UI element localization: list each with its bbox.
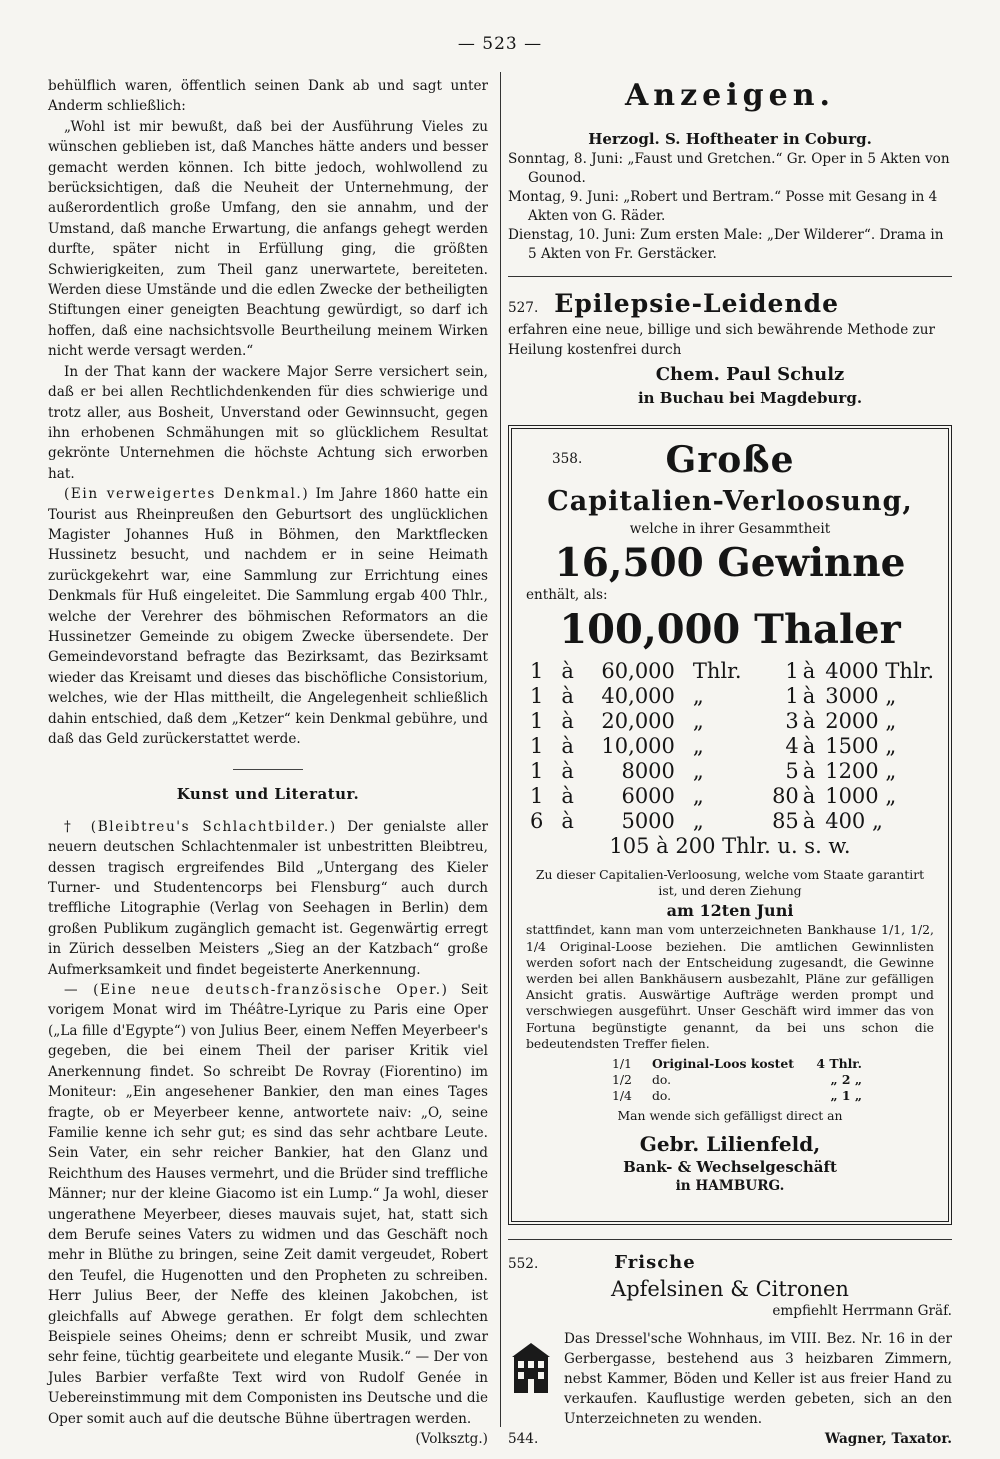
lottery-big: Große: [665, 439, 795, 481]
loos-fraction: 1/4: [612, 1088, 632, 1104]
lottery-sub: welche in ihrer Gesammtheit: [629, 521, 831, 537]
prize-count: 1: [530, 734, 544, 758]
epilepsy-body: erfahren eine neue, billige und sich bewährende Methode zur Heilung kostenfrei durch: [508, 322, 935, 358]
loose-list: [526, 1056, 934, 1104]
prize-unit: „: [885, 734, 897, 758]
ad-number: 358.: [552, 451, 583, 467]
prize-last-line: 105 à 200 Thlr. u. s. w.: [609, 834, 851, 858]
prize-table: [526, 659, 934, 834]
divider: [508, 1239, 952, 1240]
prize-count: 1: [530, 659, 544, 683]
house-text: Das Dressel'sche Wohnhaus, im VIII. Bez. Nr. 16 in der Gerbergasse, bestehend aus 3 heizbaren Zimmern, nebst Kammer, Böden und Keller ist aus freier Hand zu verkaufen. Kauflustige werden gebeten, sich an den Unterzeichneten zu wenden.: [564, 1331, 952, 1427]
table-row: [526, 659, 934, 684]
loos-price: „ 1 „: [830, 1088, 862, 1104]
fruit-ad: [508, 1252, 952, 1273]
lottery-contact: Man wende sich gefälligst direct an: [617, 1108, 843, 1124]
prize-unit: „: [885, 759, 897, 783]
paragraph-denkmal: [48, 484, 488, 749]
prize-sep: à: [561, 759, 574, 783]
loos-label: do.: [652, 1072, 672, 1088]
prize-amount: 60,000: [601, 659, 675, 683]
prize-amount: 1200: [825, 759, 879, 783]
paragraph-intro: behülflich waren, öffentlich seinen Dank ab und sagt unter Anderm schließlich:: [48, 78, 488, 115]
firm-name: Gebr. Lilienfeld,: [639, 1132, 821, 1157]
paragraph-oper-title: — (Eine neue deutsch-französische Oper.): [64, 982, 449, 999]
prize-amount-unit: [819, 734, 934, 759]
prize-amount-unit: [819, 784, 934, 809]
table-row: [526, 784, 934, 809]
prize-count: 1: [530, 709, 544, 733]
prize-sep: à: [802, 659, 816, 683]
house-footer: [508, 1431, 952, 1447]
prize-sep: à: [561, 734, 574, 758]
prize-amount-unit: [819, 809, 934, 834]
paragraph-bleibtreu-title: † (Bleibtreu's Schlachtbilder.): [64, 818, 337, 835]
theater-heading: Herzogl. S. Hoftheater in Coburg.: [588, 130, 872, 148]
loos-price: „ 2 „: [830, 1072, 862, 1088]
prize-sep: à: [802, 709, 816, 733]
lottery-gewinne: 16,500 Gewinne: [554, 540, 906, 586]
paragraph-denkmal-title: (Ein verweigertes Denkmal.): [64, 486, 310, 503]
loos-fraction: 1/2: [612, 1072, 632, 1088]
paragraph-quote: „Wohl ist mir bewußt, daß bei der Ausführung Vieles zu wünschen geblieben ist, daß Manches hätte anders und besser gemacht werden können. Ich bitte jedoch, wohlwollend zu berücksichtigen, daß die Neuheit der Unternehmung, der außerordentlich große Umfang, den sie annahm, und der Umstand, daß manche Erwartung, die anfangs gehegt werden durfte, später nicht in Erfüllung ging, die größten Schwierigkeiten, zum Theil ganz unerwartete, bereiteten. Werden diese Umstände und die edlen Zwecke der betheiligten Stiftungen einer geneigten Beachtung gewürdigt, so darf ich hoffen, daß eine nachsichtsvolle Beurtheilung meinem Wirken nicht werde versagt werden.“: [48, 118, 488, 360]
house-icon: [508, 1339, 554, 1395]
ads-title: Anzeigen.: [625, 78, 835, 113]
prize-unit: „: [692, 784, 704, 808]
lottery-enthaelt: enthält, als:: [526, 587, 608, 603]
separator: [233, 769, 303, 770]
prize-amount: 8000: [621, 759, 675, 783]
theater-program: [508, 150, 952, 264]
theater-line: Montag, 9. Juni: „Robert und Bertram.“ Posse mit Gesang in 4 Akten von G. Räder.: [508, 189, 938, 224]
house-signature: Wagner, Taxator.: [824, 1431, 952, 1447]
paragraph-serre: In der That kann der wackere Major Serre versichert sein, daß er bei allen Rechtlichdenkenden für dies schwierige und trotz aller, aus Bosheit, Unverstand oder Gewinnsucht, gegen ihn erhobenen Schmähungen mit so glücklichem Resultat gekrönte Unternehmen die höchste Achtung sich erworben hat.: [48, 363, 488, 482]
prize-amount: 1000: [825, 784, 879, 808]
prize-unit: „: [885, 784, 897, 808]
lottery-title: Capitalien-Verloosung,: [547, 486, 913, 517]
loos-label: Original-Loos kostet: [652, 1056, 794, 1072]
epilepsy-title: Epilepsie-Leidende: [554, 289, 839, 318]
list-item: [526, 1088, 934, 1104]
prize-count: 6: [530, 809, 544, 833]
prize-amount: 5000: [621, 809, 675, 833]
loos-price: 4 Thlr.: [816, 1056, 862, 1072]
lottery-header: [526, 439, 934, 481]
prize-unit: „: [692, 759, 704, 783]
prize-count: 1: [785, 659, 799, 683]
epilepsy-ad: [508, 289, 952, 318]
table-row: [526, 809, 934, 834]
prize-unit: „: [692, 684, 704, 708]
lottery-guarantee: Zu dieser Capitalien-Verloosung, welche vom Staate garantirt ist, und deren Ziehung: [535, 867, 925, 899]
prize-sep: à: [802, 734, 816, 758]
prize-unit: „: [885, 684, 897, 708]
paragraph-bleibtreu: [48, 817, 488, 980]
prize-amount-unit: [819, 684, 934, 709]
paragraph-oper: [48, 980, 488, 1447]
prize-amount: 10,000: [601, 734, 675, 758]
theater-line: Dienstag, 10. Juni: Zum ersten Male: „Der Wilderer“. Drama in 5 Akten von Fr. Gerstäcker.: [508, 227, 944, 262]
prize-unit: „: [885, 709, 897, 733]
table-row: [526, 684, 934, 709]
lottery-ad: [508, 425, 952, 1225]
prize-count: 1: [530, 759, 544, 783]
paragraph-oper-body: Seit vorigem Monat wird im Théâtre-Lyrique zu Paris eine Oper („La fille d'Egypte“) von Julius Beer, einem Neffen Meyerbeer's gegeben, die bei einem Theil der pariser Kritik viel Anerkennung findet. So schreibt De Rovray (Fiorentino) im Moniteur: „Ein angesehener Bankier, den man eines Tages fragte, ob er Meyerbeer kenne, antwortete naiv: „O, seine Familie kenne ich sehr gut; es sind das sehr achtbare Leute. Sein Vater, ein sehr reicher Bankier, hat den Glanz und Reichthum des Hauses vermehrt, und die Brüder sind treffliche Männer; nur der kleine Giacomo ist ein Lump.“ Ja wohl, dieser ungerathene Meyerbeer, dieses mauvais sujet, hat, statt sich dem Berufe seines Vaters zu widmen und das Geschäft noch mehr in Blüthe zu bringen, seine Zeit damit vergeudet, Robert den Teufel, die Hugenotten und den Propheten zu schreiben. Herr Julius Beer, der Neffe des kleinen Jakobchen, ist gleichfalls auf Abwege gerathen. Er folgt dem schlechten Beispiele seines Oheims; denn er schreibt Musik, und zwar sehr feine, tüchtig gearbeitete und elegante Musik.“ — Der von Jules Barbier verfaßte Text wird von Rudolf Genée in Uebereinstimmung mit dem Componisten ins Deutsche und die Oper somit auch auf die deutsche Bühne übertragen werden.: [48, 982, 488, 1427]
prize-unit: „: [692, 734, 704, 758]
house-ad: [508, 1329, 952, 1429]
prize-unit: „: [692, 709, 704, 733]
prize-count: 1: [785, 684, 799, 708]
paragraph-bleibtreu-body: Der genialste aller neuern deutschen Schlachtenmaler ist unbestritten Bleibtreu, dessen tragisch ergreifendes Bild „Untergang des Kieler Turner- und Studentencorps bei Flensburg“ auch durch treffliche Litographie (Verlag von Seehagen in Berlin) dem großen Publikum zugänglich gemacht ist. Gegenwärtig erregt in Zürich desselben Meisters „Sieg an der Katzbach“ große Aufmerksamkeit und findet begeisterte Anerkennung.: [48, 818, 488, 978]
prize-count: 1: [530, 784, 544, 808]
firm-city: in HAMBURG.: [675, 1178, 785, 1195]
prize-count: 5: [785, 759, 799, 783]
prize-amount: 3000: [825, 684, 879, 708]
prize-amount: 1500: [825, 734, 879, 758]
fruit-items: Apfelsinen & Citronen: [611, 1277, 849, 1301]
section-title: Kunst und Literatur.: [176, 785, 360, 804]
prize-amount-unit: [819, 659, 934, 684]
prize-amount-unit: [819, 759, 934, 784]
prize-amount: 40,000: [601, 684, 675, 708]
theater-line: Sonntag, 8. Juni: „Faust und Gretchen.“ Gr. Oper in 5 Akten von Gounod.: [508, 151, 950, 186]
table-row: [526, 709, 934, 734]
prize-sep: à: [802, 684, 816, 708]
prize-sep: à: [802, 759, 816, 783]
right-column: [508, 76, 952, 1447]
prize-count: 3: [785, 709, 799, 733]
ad-number: 527.: [508, 300, 539, 316]
prize-amount-unit: [819, 709, 934, 734]
list-item: [526, 1072, 934, 1088]
paragraph-denkmal-body: Im Jahre 1860 hatte ein Tourist aus Rheinpreußen den Geburtsort des unglücklichen Magister Johannes Huß in Böhmen, den Marktflecken Hussinetz besucht, und nachdem er in seine Heimath zurückgekehrt war, eine Sammlung zur Errichtung eines Denkmals für Huß eingeleitet. Die Sammlung ergab 400 Thlr., welche der Verehrer des böhmischen Reformators an die Hussinetzer Gemeinde zu obigem Zwecke übersendete. Der Gemeindevorstand befragte das Bezirksamt, das Bezirksamt wieder das Kreisamt und dieses das bischöfliche Consistorium, welches, wie der Hlas mittheilt, die Angelegenheit schließlich dahin entschied, daß dem „Ketzer“ kein Denkmal gebühre, und daß das Geld zurückerstattet werde.: [48, 486, 488, 747]
prize-amount: 6000: [621, 784, 675, 808]
lottery-thaler: 100,000 Thaler: [559, 606, 901, 653]
prize-count: 4: [785, 734, 799, 758]
epilepsy-name: Chem. Paul Schulz: [655, 364, 845, 385]
divider: [508, 276, 952, 277]
lottery-date: am 12ten Juni: [666, 901, 794, 921]
paragraph-oper-source: (Volksztg.): [415, 1431, 488, 1447]
fruit-head: Frische: [614, 1252, 696, 1273]
prize-unit: Thlr.: [692, 659, 742, 683]
prize-count: 85: [772, 809, 799, 833]
prize-sep: à: [561, 784, 574, 808]
page-number: — 523 —: [457, 34, 543, 54]
firm-type: Bank- & Wechselgeschäft: [623, 1158, 837, 1177]
prize-unit: „: [692, 809, 704, 833]
ad-number: 544.: [508, 1431, 539, 1447]
table-row: [526, 759, 934, 784]
lottery-body: stattfindet, kann man vom unterzeichneten Bankhause 1/1, 1/2, 1/4 Original-Loose beziehen. Die amtlichen Gewinnlisten werden sofort nach der Entscheidung zugesandt, die Gewinne werden bei allen Bankhäusern ausbezahlt, Pläne zur gefälligen Ansicht gratis. Auswärtige Aufträge werden prompt und verschwiegen ausgeführt. Unser Geschäft wird immer das von Fortuna begünstigte genannt, da bei uns schon die bedeutendsten Treffer fielen.: [526, 922, 934, 1051]
left-column: [48, 76, 488, 1449]
fruit-seller: empfiehlt Herrmann Gräf.: [772, 1303, 952, 1319]
loos-fraction: 1/1: [612, 1056, 632, 1072]
prize-sep: à: [561, 709, 574, 733]
prize-sep: à: [561, 809, 574, 833]
prize-amount: 400: [825, 809, 866, 833]
column-divider: [500, 72, 501, 1427]
prize-sep: à: [802, 809, 816, 833]
prize-amount: 4000: [825, 659, 879, 683]
ad-number: 552.: [508, 1256, 539, 1272]
epilepsy-place: in Buchau bei Magdeburg.: [637, 389, 863, 407]
prize-unit: Thlr.: [885, 659, 934, 683]
prize-unit: „: [871, 809, 883, 833]
prize-count: 1: [530, 684, 544, 708]
prize-amount: 20,000: [601, 709, 675, 733]
table-row: [526, 734, 934, 759]
prize-count: 80: [772, 784, 799, 808]
prize-sep: à: [802, 784, 816, 808]
loos-label: do.: [652, 1088, 672, 1104]
prize-sep: à: [561, 684, 574, 708]
list-item: [526, 1056, 934, 1072]
prize-amount: 2000: [825, 709, 879, 733]
prize-sep: à: [561, 659, 574, 683]
